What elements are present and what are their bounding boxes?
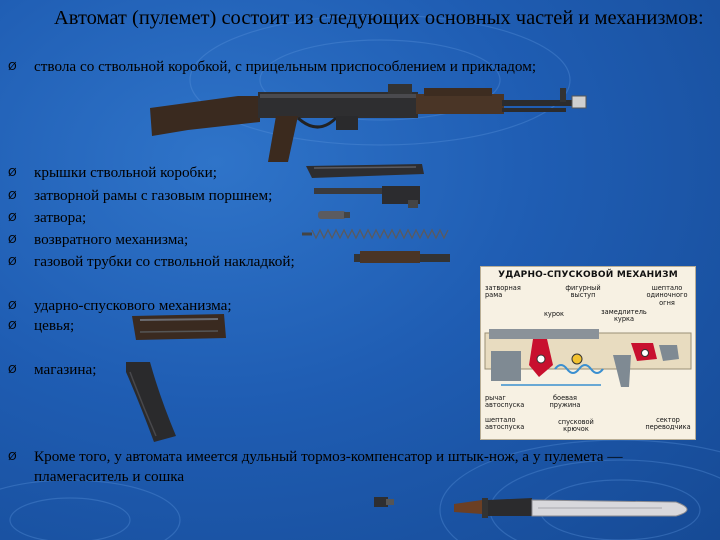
trigger-mechanism-drawing <box>481 325 695 397</box>
label-hammer: курок <box>543 310 565 318</box>
label-figured-lug: фигурный выступ <box>565 284 601 300</box>
diagram-title: УДАРНО-СПУСКОВОЙ МЕХАНИЗМ <box>498 270 678 280</box>
list-item <box>8 57 648 77</box>
bullet-arrow-icon: Ø <box>8 319 17 332</box>
list-item-text: затвора; <box>34 209 87 226</box>
bullet-arrow-icon: Ø <box>8 255 17 268</box>
trigger-mechanism-diagram <box>480 266 696 440</box>
label-selector-sector: сектор переводчика <box>645 416 691 432</box>
bolt-carrier-image <box>312 184 424 210</box>
list-item-text: возвратного механизма; <box>34 231 189 248</box>
list-item-text: ствола со ствольной коробкой, с прицельным приспособлением и прикладом; <box>34 58 537 75</box>
list-item-text: Кроме того, у автомата имеется дульный тормоз-компенсатор и штык-нож, а у пулемета — пламегаситель и сошка <box>34 448 623 485</box>
bolt-image <box>316 208 352 222</box>
list-item-text: цевья; <box>34 317 75 334</box>
page-title: Автомат (пулемет) состоит из следующих основных частей и механизмов: <box>54 7 704 29</box>
label-trigger: спусковой крючок <box>558 418 594 434</box>
list-item <box>8 252 295 272</box>
label-mainspring: боевая пружина <box>549 394 581 410</box>
bullet-arrow-icon: Ø <box>8 450 17 463</box>
label-bolt-carrier: затворная рама <box>485 284 521 300</box>
list-item <box>8 186 272 206</box>
label-auto-release-lever: рычаг автоспуска <box>485 394 525 410</box>
list-item <box>8 163 217 183</box>
bullet-arrow-icon: Ø <box>8 166 17 179</box>
list-item <box>8 447 674 487</box>
list-item <box>8 316 74 336</box>
list-item-text: газовой трубки со ствольной накладкой; <box>34 253 295 270</box>
label-single-fire-sear: шепталo одиночного огня <box>646 284 688 307</box>
bullet-arrow-icon: Ø <box>8 211 17 224</box>
label-hammer-retarder: замедлитель курка <box>601 308 647 324</box>
bullet-arrow-icon: Ø <box>8 299 17 312</box>
list-item-text: магазина; <box>34 361 97 378</box>
rifle-body-image <box>148 78 588 170</box>
label-auto-sear: шептало автоспуска <box>485 416 525 432</box>
list-item <box>8 230 188 250</box>
list-item <box>8 360 96 380</box>
magazine-image <box>120 358 180 444</box>
bullet-arrow-icon: Ø <box>8 60 17 73</box>
receiver-cover-image <box>304 160 426 182</box>
gas-tube-image <box>352 248 456 266</box>
list-item-text: затворной рамы с газовым поршнем; <box>34 187 273 204</box>
bullet-arrow-icon: Ø <box>8 233 17 246</box>
bayonet-image <box>452 488 702 528</box>
muzzle-brake-image <box>372 494 396 510</box>
list-item-text: крышки ствольной коробки; <box>34 164 218 181</box>
list-item-text: ударно-спускового механизма; <box>34 297 232 314</box>
bullet-arrow-icon: Ø <box>8 363 17 376</box>
handguard-image <box>128 310 230 346</box>
recoil-spring-image <box>300 226 462 242</box>
list-item <box>8 208 86 228</box>
bullet-arrow-icon: Ø <box>8 189 17 202</box>
